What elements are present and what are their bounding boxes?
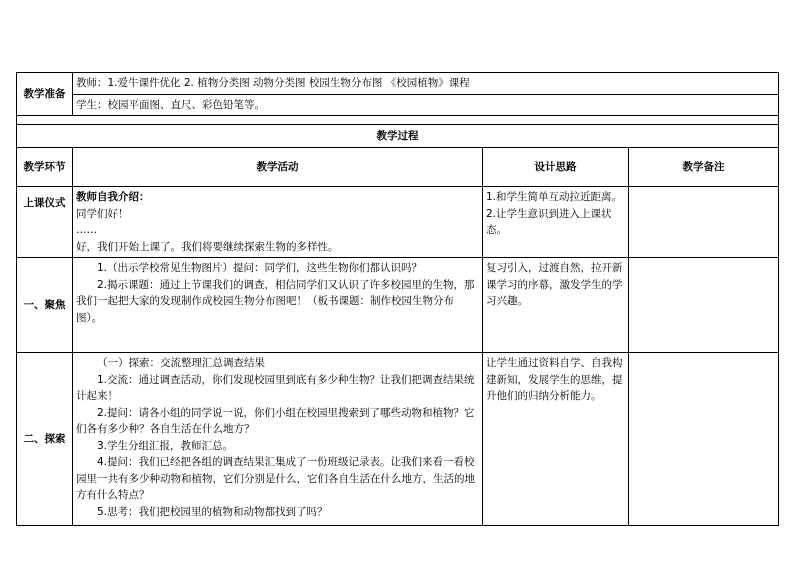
activity-line: 同学们好！ [76, 207, 129, 220]
lesson-plan-sheet [16, 72, 778, 526]
stage-cell: 上课仪式 [17, 187, 73, 258]
spacer-cell [17, 116, 779, 125]
stage-cell: 一、聚焦 [17, 258, 73, 353]
table-row [17, 187, 779, 258]
prep-student-text: 学生：校园平面图、直尺、彩色铅笔等。 [73, 94, 779, 116]
activity-line: 好，我们开始上课了。我们将要继续探索生物的多样性。 [76, 240, 339, 253]
header-stage: 教学环节 [17, 148, 73, 187]
activity-line: （一）探索：交流整理汇总调查结果 [97, 357, 265, 369]
prep-teacher-row [17, 73, 779, 95]
prep-label: 教学准备 [17, 73, 73, 116]
activity-cell [73, 187, 483, 258]
thinking-cell: 1.和学生简单互动拉近距离。2.让学生意识到进入上课状态。 [483, 187, 629, 258]
process-title-row [17, 125, 779, 148]
thinking-cell: 复习引入，过渡自然，拉开新课学习的序幕，激发学生的学习兴趣。 [483, 258, 629, 353]
activity-line: 1.交流：通过调查活动，你们发现校园里到底有多少种生物？让我们把调查结果统计起来！ [76, 373, 475, 402]
activity-cell [73, 353, 483, 526]
activity-line: …… [76, 224, 97, 236]
lesson-plan-table [16, 72, 779, 526]
notes-cell [629, 258, 779, 353]
spacer-row [17, 116, 779, 125]
header-row [17, 148, 779, 187]
activity-line: 1.（出示学校常见生物图片）提问：同学们，这些生物你们都认识吗？ [97, 262, 423, 274]
table-row [17, 353, 779, 526]
header-activity: 教学活动 [73, 148, 483, 187]
activity-line: 2.揭示课题：通过上节课我们的调查，相信同学们又认识了许多校园里的生物，那我们一起把大家的发现制作成校园生物分布图吧！（板书课题：制作校园生物分布图）。 [76, 278, 475, 324]
activity-line: 5.思考：我们把校园里的植物和动物都找到了吗？ [97, 505, 328, 518]
prep-student-row [17, 94, 779, 116]
activity-line: 4.提问：我们已经把各组的调查结果汇集成了一份班级记录表。让我们来看一看校园里一共有多少种动物和植物，它们分别是什么，它们各自生活在什么地方，生活的地方有什么特点？ [76, 456, 475, 501]
prep-teacher-text: 教师：1.爱牛课件优化 2. 植物分类图 动物分类图 校园生物分布图 《校园植物》课程 [73, 73, 779, 95]
thinking-cell: 让学生通过资料自学、自我构建新知，发展学生的思维，提升他们的归纳分析能力。 [483, 353, 629, 526]
activity-cell [73, 258, 483, 353]
activity-line: 3.学生分组汇报，教师汇总。 [97, 439, 234, 452]
activity-line: 教师自我介绍： [76, 191, 150, 203]
process-title: 教学过程 [17, 125, 779, 148]
activity-line: 2.提问：请各小组的同学说一说，你们小组在校园里搜索到了哪些动物和植物？它们各有多少种？各自生活在什么地方？ [76, 406, 475, 435]
table-row [17, 258, 779, 353]
header-thinking: 设计思路 [483, 148, 629, 187]
stage-cell: 二、探索 [17, 353, 73, 526]
header-notes: 教学备注 [629, 148, 779, 187]
notes-cell [629, 187, 779, 258]
notes-cell [629, 353, 779, 526]
